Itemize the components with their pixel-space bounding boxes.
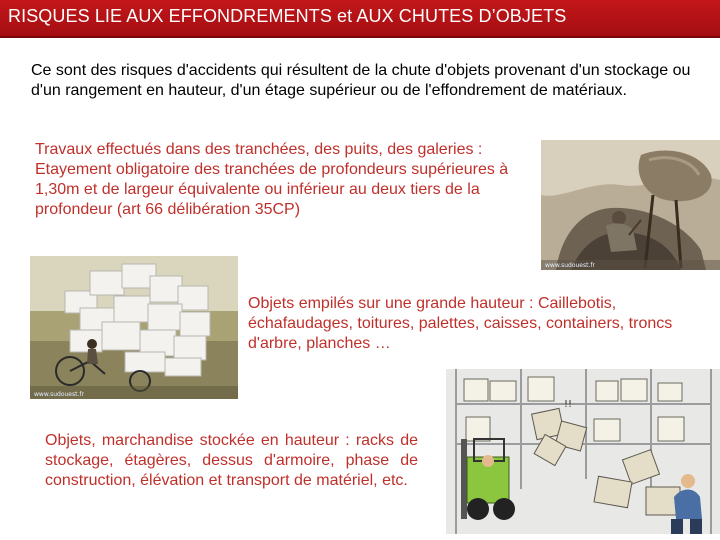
bicycle-photo — [30, 256, 238, 399]
intro-text: Ce sont des risques d'accidents qui résultent de la chute d'objets provenant d'un stockage ou d'un rangement en hauteur, d'un étage supérieur ou de l'effondrement de matériaux. — [31, 62, 691, 99]
storage-section-text: Objets, marchandise stockée en hauteur : racks de stockage, étagères, dessus d'armoire, phase de construction, élévation et transport de matériel, etc. — [45, 432, 418, 489]
forklift-illustration — [446, 369, 720, 534]
trench-photo — [541, 140, 720, 270]
trench-section-text: Travaux effectués dans des tranchées, des puits, des galeries : Etayement obligatoire des tranchées de profondeurs supérieures à 1,30m et de largeur équivalente ou inférieur au deux tiers de la profondeur (art 66 délibération 35CP) — [35, 141, 509, 218]
svg-text:www.sudouest.fr: www.sudouest.fr — [545, 262, 595, 269]
svg-text:www.sudouest.fr: www.sudouest.fr — [34, 391, 84, 398]
page-title: RISQUES LIE AUX EFFONDREMENTS et AUX CHUTES D’OBJETS — [8, 6, 567, 26]
stacked-objects-text: Objets empilés sur une grande hauteur : Caillebotis, échafaudages, toitures, palettes, caisses, containers, troncs d'arbre, planches … — [248, 295, 673, 352]
svg-text:!!: !! — [564, 399, 573, 410]
title-bar — [0, 0, 720, 38]
